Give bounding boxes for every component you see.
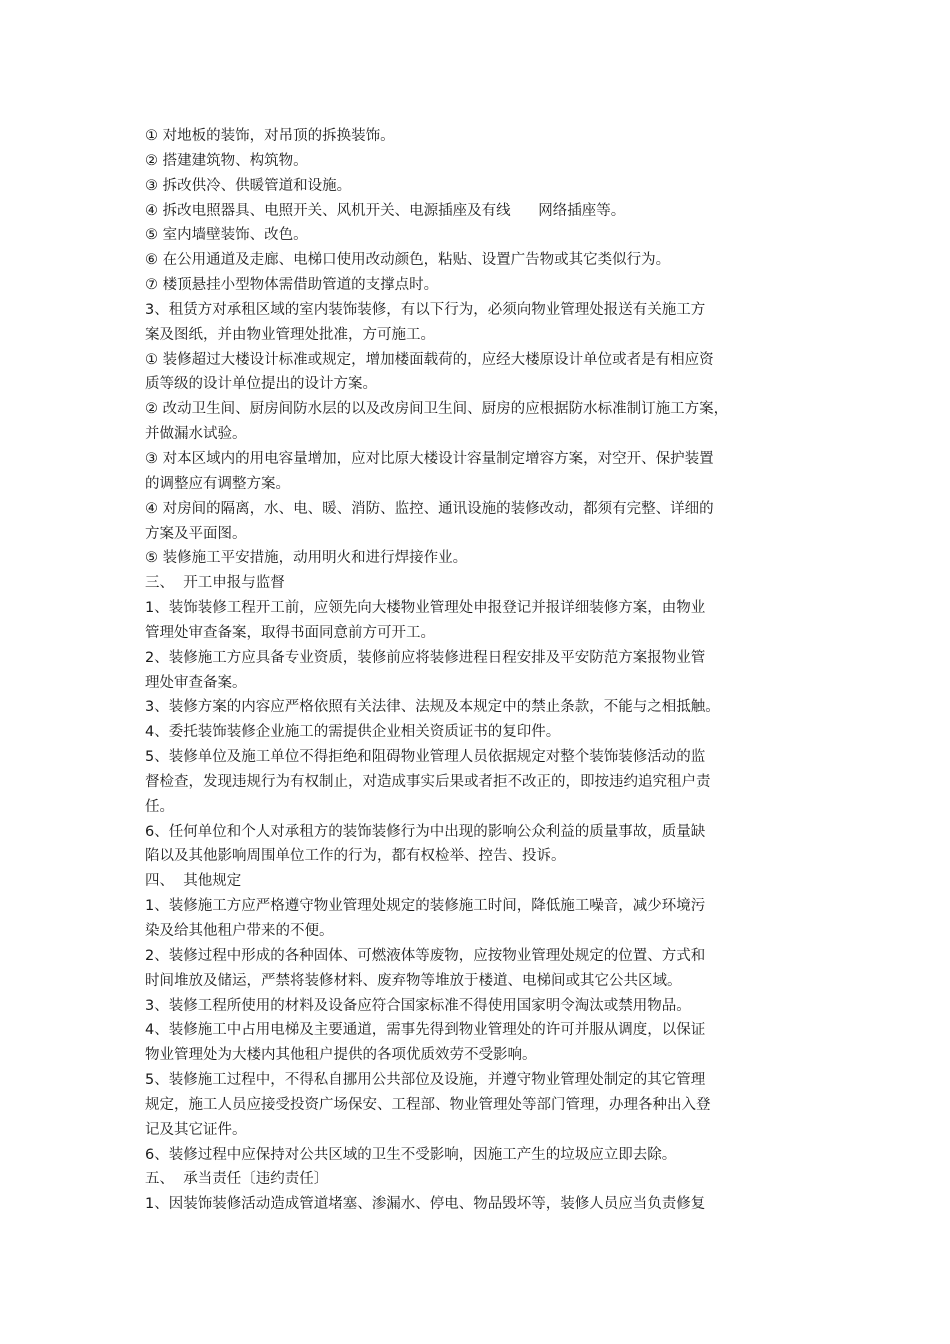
text-line: ③ 拆改供冷、供暖管道和设施。 <box>145 177 352 194</box>
text-line: 5、装修单位及施工单位不得拒绝和阻碍物业管理人员依据规定对整个装饰装修活动的监 <box>145 749 706 766</box>
text-line: ④ 拆改电照器具、电照开关、风机开关、电源插座及有线 网络插座等。 <box>145 202 626 219</box>
text-line: 2、装修过程中形成的各种固体、可燃液体等废物，应按物业管理处规定的位置、方式和 <box>145 947 706 964</box>
text-line: 规定，施工人员应接受投资广场保安、工程部、物业管理处等部门管理，办理各种出入登 <box>145 1096 711 1113</box>
text-line: 3、装修方案的内容应严格依照有关法律、法规及本规定中的禁止条款，不能与之相抵触。 <box>145 699 720 716</box>
text-line: 时间堆放及储运，严禁将装修材料、废弃物等堆放于楼道、电梯间或其它公共区域。 <box>145 972 682 989</box>
text-line: ⑤ 室内墙壁装饰、改色。 <box>145 227 308 244</box>
text-line: 并做漏水试验。 <box>145 426 247 443</box>
text-line: ③ 对本区域内的用电容量增加，应对比原大楼设计容量制定增容方案，对空开、保护装置 <box>145 450 714 467</box>
text-line: 质等级的设计单位提出的设计方案。 <box>145 376 377 393</box>
text-line: 记及其它证件。 <box>145 1121 247 1138</box>
text-line: 任。 <box>145 798 174 815</box>
text-line: ⑥ 在公用通道及走廊、电梯口使用改动颜色，粘贴、设置广告物或其它类似行为。 <box>145 252 671 269</box>
section-heading: 三、 开工申报与监督 <box>145 575 285 592</box>
text-line: 6、装修过程中应保持对公共区域的卫生不受影响，因施工产生的垃圾应立即去除。 <box>145 1146 677 1163</box>
text-line: 4、装修施工中占用电梯及主要通道，需事先得到物业管理处的许可并服从调度，以保证 <box>145 1022 706 1039</box>
text-line: 案及图纸，并由物业管理处批准，方可施工。 <box>145 326 435 343</box>
text-line: 督检查，发现违规行为有权制止，对造成事实后果或者拒不改正的，即按违约追究租户责 <box>145 773 711 790</box>
text-line: 3、租赁方对承租区域的室内装饰装修，有以下行为，必须向物业管理处报送有关施工方 <box>145 301 706 318</box>
text-line: 1、因装饰装修活动造成管道堵塞、渗漏水、停电、物品毁坏等，装修人员应当负责修复 <box>145 1196 706 1213</box>
text-line: ② 改动卫生间、厨房间防水层的以及改房间卫生间、厨房的应根据防水标准制订施工方案， <box>145 401 729 418</box>
text-line: 5、装修施工过程中，不得私自挪用公共部位及设施，并遵守物业管理处制定的其它管理 <box>145 1072 706 1089</box>
text-line: 物业管理处为大楼内其他租户提供的各项优质效劳不受影响。 <box>145 1047 537 1064</box>
text-line: 1、装饰装修工程开工前，应领先向大楼物业管理处申报登记并报详细装修方案，由物业 <box>145 600 706 617</box>
text-line: ① 装修超过大楼设计标准或规定，增加楼面载荷的，应经大楼原设计单位或者是有相应资 <box>145 351 714 368</box>
text-line: 4、委托装饰装修企业施工的需提供企业相关资质证书的复印件。 <box>145 724 561 741</box>
text-line: 2、装修施工方应具备专业资质，装修前应将装修进程日程安排及平安防范方案报物业管 <box>145 649 706 666</box>
text-line: 染及给其他租户带来的不便。 <box>145 923 334 939</box>
text-line: 3、装修工程所使用的材料及设备应符合国家标准不得使用国家明令淘汰或禁用物品。 <box>145 997 691 1014</box>
text-line: ⑤ 装修施工平安措施，动用明火和进行焊接作业。 <box>145 550 468 567</box>
text-line: ④ 对房间的隔离，水、电、暖、消防、监控、通讯设施的装修改动，都须有完整、详细的 <box>145 500 714 517</box>
document-body <box>145 124 815 1217</box>
text-line: 管理处审查备案，取得书面同意前方可开工。 <box>145 624 435 641</box>
text-line: 6、任何单位和个人对承租方的装饰装修行为中出现的影响公众利益的质量事故，质量缺 <box>145 823 706 840</box>
text-line: ② 搭建建筑物、构筑物。 <box>145 152 308 169</box>
section-heading: 五、 承当责任〔违约责任〕 <box>145 1171 329 1188</box>
text-line: ⑦ 楼顶悬挂小型物体需借助管道的支撑点时。 <box>145 277 439 294</box>
text-line: ① 对地板的装饰，对吊顶的拆换装饰。 <box>145 128 395 144</box>
text-line: 的调整应有调整方案。 <box>145 475 290 492</box>
text-line: 方案及平面图。 <box>145 525 247 542</box>
text-line: 陷以及其他影响周围单位工作的行为，都有权检举、控告、投诉。 <box>145 848 566 865</box>
text-line: 1、装修施工方应严格遵守物业管理处规定的装修施工时间，降低施工噪音，减少环境污 <box>145 898 706 915</box>
section-heading: 四、 其他规定 <box>145 873 242 890</box>
text-line: 理处审查备案。 <box>145 674 247 691</box>
